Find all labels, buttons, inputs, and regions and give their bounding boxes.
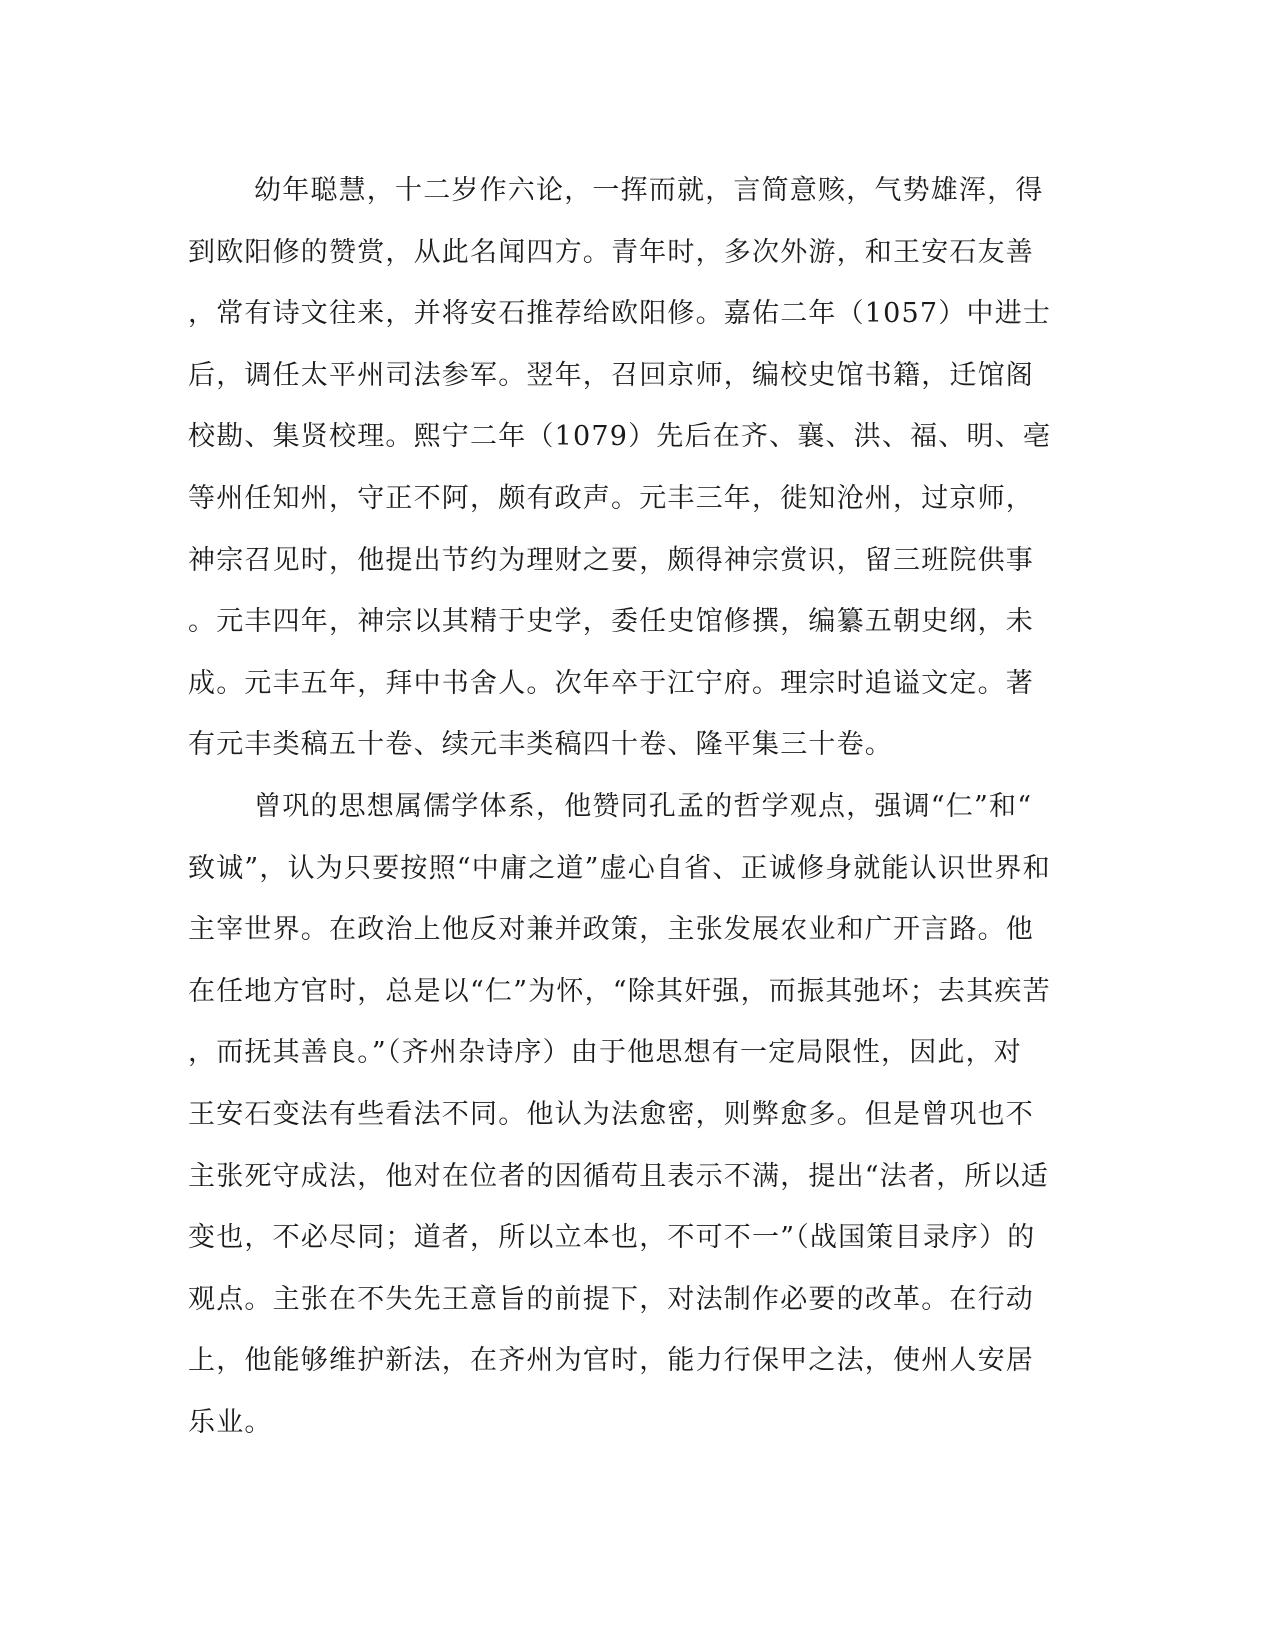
text-line: 主张死守成法，他对在位者的因循苟且表示不满，提出“法者，所以适 <box>188 1160 1050 1192</box>
text-line: 王安石变法有些看法不同。他认为法愈密，则弊愈多。但是曾巩也不 <box>188 1098 1034 1130</box>
text-line: 幼年聪慧，十二岁作六论，一挥而就，言简意赅，气势雄浑，得 <box>254 175 1044 206</box>
text-line: 校勘、集贤校理。熙宁二年（1079）先后在齐、襄、洪、福、明、亳 <box>188 421 1052 453</box>
text-line: 观点。主张在不失先王意旨的前提下，对法制作必要的改革。在行动 <box>188 1283 1034 1315</box>
text-line: 变也，不必尽同；道者，所以立本也，不可不一”（战国策目录序）的 <box>188 1222 1036 1254</box>
text-line: ，而抚其善良。”（齐州杂诗序）由于他思想有一定局限性，因此，对 <box>188 1037 1023 1069</box>
text-line: 等州任知州，守正不阿，颇有政声。元丰三年，徙知沧州，过京师， <box>188 482 1034 514</box>
text-line: 。元丰四年，神宗以其精于史学，委任史馆修撰，编纂五朝史纲，未 <box>188 606 1034 638</box>
text-line: 到欧阳修的赞赏，从此名闻四方。青年时，多次外游，和王安石友善 <box>188 236 1034 268</box>
text-line: 曾巩的思想属儒学体系，他赞同孔孟的哲学观点，强调“仁”和“ <box>254 790 1033 822</box>
text-line: 神宗召见时，他提出节约为理财之要，颇得神宗赏识，留三班院供事 <box>188 544 1034 576</box>
text-line: 主宰世界。在政治上他反对兼并政策，主张发展农业和广开言路。他 <box>188 914 1034 946</box>
text-line: 在任地方官时，总是以“仁”为怀，“除其奸强，而振其弛坏；去其疾苦 <box>188 975 1051 1007</box>
text-line: 乐业。 <box>188 1406 273 1438</box>
text-line: 成。元丰五年，拜中书舍人。次年卒于江宁府。理宗时追谥文定。著 <box>188 667 1034 699</box>
body-text <box>188 160 1068 1453</box>
text-line: 上，他能够维护新法，在齐州为官时，能力行保甲之法，使州人安居 <box>188 1345 1034 1377</box>
text-line: 后，调任太平州司法参军。翌年，召回京师，编校史馆书籍，迁馆阁 <box>188 359 1034 391</box>
text-line: 致诚”，认为只要按照“中庸之道”虚心自省、正诚修身就能认识世界和 <box>188 852 1051 884</box>
text-line: 有元丰类稿五十卷、续元丰类稿四十卷、隆平集三十卷。 <box>188 729 893 761</box>
paragraph-2 <box>188 776 1068 1454</box>
paragraph-1 <box>188 160 1068 776</box>
text-line: ，常有诗文往来，并将安石推荐给欧阳修。嘉佑二年（1057）中进士 <box>188 298 1052 330</box>
